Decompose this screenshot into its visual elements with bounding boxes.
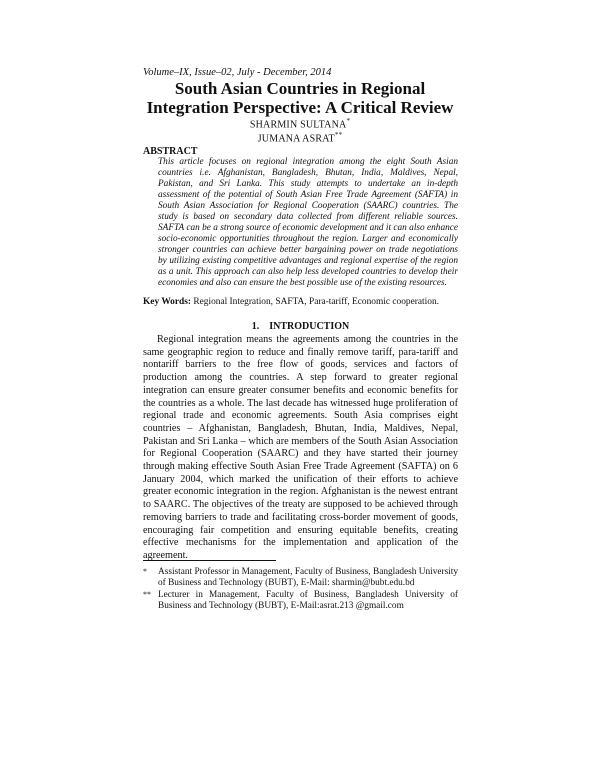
title-line-1: South Asian Countries in Regional <box>174 79 426 98</box>
author-name: JUMANA ASRAT <box>257 133 335 145</box>
footnote-mark: ** <box>143 590 151 599</box>
keywords-text: Regional Integration, SAFTA, Para-tariff, Economic cooperation. <box>193 297 439 307</box>
footnote-mark: * <box>143 567 147 576</box>
author-1 <box>150 116 450 130</box>
footnote-divider <box>143 560 276 561</box>
title-line-2: Integration Perspective: A Critical Review <box>146 98 454 117</box>
footnote-2 <box>143 590 458 612</box>
keywords-label: Key Words: <box>143 297 192 307</box>
author-mark: * <box>346 117 351 125</box>
author-mark: ** <box>334 131 343 140</box>
author-list <box>150 116 450 145</box>
introduction-body: Regional integration means the agreements among the countries in the same geographic region to reduce and finally remove tariff, para-tariff and nontariff barriers to the free flow of goods, services and factors of production among the countries. A step forward to greater regional integration can ensure greater consumer benefits and economic benefits for the countries as a whole. The last decade has witnessed huge proliferation of regional trade and economic agreements. South Asia comprises eight countries – Afghanistan, Bangladesh, Bhutan, India, Maldives, Nepal, Pakistan and Sri Lanka – which are members of the South Asian Association for Regional Cooperation (SAARC) and they have started their journey through making effective South Asian Free Trade Agreement (SAFTA) on 6 January 2004, which marked the unification of their efforts to achieve greater economic integration in the region. Afghanistan is the newest entrant to SAARC. The objectives of the treaty are supposed to be achieved through removing barriers to trade and facilitating cross-border movement of goods, encouraging fair competition and ensuring equitable benefits, creating effective mechanisms for the implementation and application of the agreement. <box>143 334 458 561</box>
abstract-text: This article focuses on regional integration among the eight South Asian countries i.e. Afghanistan, Bangladesh, Bhutan, India, Maldives, Nepal, Pakistan, and Sri Lanka. This study attempts to undertake an in-depth assessment of the potential of South Asian Free Trade Agreement (SAFTA) in South Asian Association for Regional Cooperation (SAARC) countries. The study is based on secondary data collected from different reliable sources. SAFTA can be a strong source of economic development and it can also enhance socio-economic opportunities throughout the region. Larger and economically stronger countries can achieve better bargaining power on trade negotiations by utilizing existing competitive advantages and regional expertise of the region as a unit. This approach can also help less developed countries to develop their economies and also can ensure the best possible use of the existing resources. <box>158 157 458 288</box>
author-name: SHARMIN SULTANA <box>249 119 347 131</box>
footnote-1 <box>143 567 458 589</box>
footnote-text: Lecturer in Management, Faculty of Business, Bangladesh University of Business and Technology (BUBT), E-Mail:asrat.213 @gmail.com <box>158 590 458 611</box>
abstract-heading: ABSTRACT <box>143 146 198 157</box>
author-2 <box>150 130 450 144</box>
paper-title <box>120 79 480 117</box>
footnote-text: Assistant Professor in Management, Faculty of Business, Bangladesh University of Business and Technology (BUBT), E-Mail: sharmin@bubt.edu.bd <box>158 567 458 588</box>
volume-line: Volume–IX, Issue–02, July - December, 2014 <box>143 67 332 78</box>
keywords <box>143 297 463 308</box>
introduction-heading: 1. INTRODUCTION <box>251 321 350 332</box>
